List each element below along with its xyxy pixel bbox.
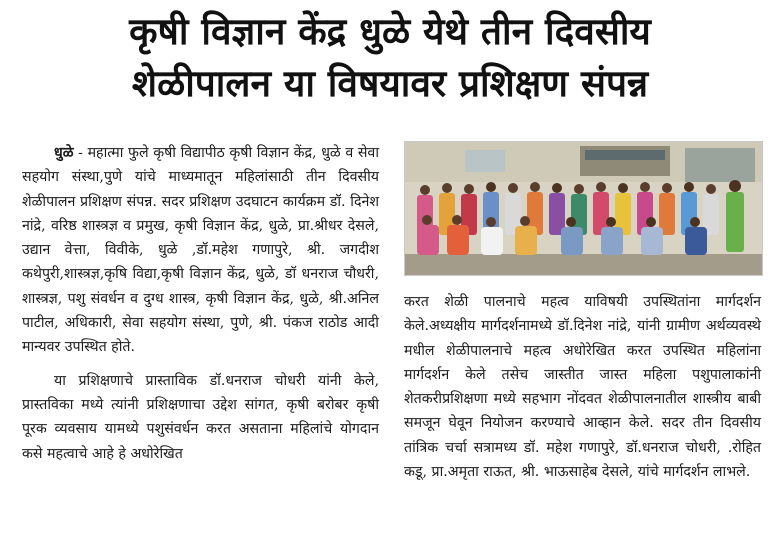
headline-line-1: कृषी विज्ञान केंद्र धुळे येथे तीन दिवसीय (129, 10, 651, 53)
group-photo (404, 141, 763, 276)
article-paragraph-3: करत शेळी पालनाचे महत्व याविषयी उपस्थितांना मार्गदर्शन केले.अध्यक्षीय मार्गदर्शनामध्ये डॉ.दिनेश नांद्रे, यांनी ग्रामीण अर्थव्यवस्थे मधील शेळीपालनाचे महत्व अधोरेखित करत उपस्थित महिलांना मार्गदर्शन केले तसेच जास्तीत जास्त महिला पशुपालाकांनी शेतकरीप्रशिक्षणा मध्ये सहभाग नोंदवत शेळीपालनातील शास्त्रीय बाबी समजून घेवून नियोजन करण्याचे आव्हान केले. सदर तीन दिवसीय तांत्रिक चर्चा सत्रामध्य डॉ. महेश गणापुरे, डॉ.धनराज चोधरी, .रोहित कडू, प्रा.अमृता राऊत, श्री. भाऊसाहेब देसले, यांचे मार्गदर्शन लाभले. (404, 294, 761, 481)
article-paragraph-1 (22, 141, 379, 360)
article-left-column (22, 141, 379, 466)
article-right-column (404, 290, 761, 484)
group-photo-illustration (405, 142, 762, 275)
headline (0, 6, 780, 110)
article-paragraph-2: या प्रशिक्षणाचे प्रास्ताविक डॉ.धनराज चोधरी यांनी केले, प्रास्तविका मध्ये त्यांनी प्रशिक्षणाचा उद्देश सांगत, कृषी बरोबर कृषी पूरक व्यवसाय यामध्ये पशुसंवर्धन करत असताना महिलांचे योगदान कसे महत्वाचे आहे हे अधोरेखित (22, 372, 379, 462)
headline-line-2: शेळीपालन या विषयावर प्रशिक्षण संपन्न (131, 62, 649, 105)
dateline: धुळे (54, 145, 74, 161)
paragraph-1-text: - महात्मा फुले कृषी विद्यापीठ कृषी विज्ञान केंद्र, धुळे व सेवा सहयोग संस्था,पुणे यांचे माध्यमातून महिलांसाठी तीन दिवसीय शेळीपालन प्रशिक्षण संपन्न. सदर प्रशिक्षण उदघाटन कार्यक्रम डॉ. दिनेश नांद्रे, वरिष्ठ शास्त्रज्ञ व प्रमुख, कृषी विज्ञान केंद्र, धुळे, प्रा.श्रीधर देसले, उद्यान वेत्ता, विवीके, धुळे ,डॉ.महेश गणापुरे, श्री. जगदीश कथेपुरी,शास्त्रज्ञ,कृषि विद्या,कृषी विज्ञान केंद्र, धुळे, डॉ धनराज चौधरी, शास्त्रज्ञ, पशु संवर्धन व दुग्ध शास्त्र, कृषी विज्ञान केंद्र, धुळे, श्री.अनिल पाटील, अधिकारी, सेवा सहयोग संस्था, पुणे, श्री. पंकज राठोड आदी मान्यवर उपस्थित होते. (22, 145, 379, 356)
